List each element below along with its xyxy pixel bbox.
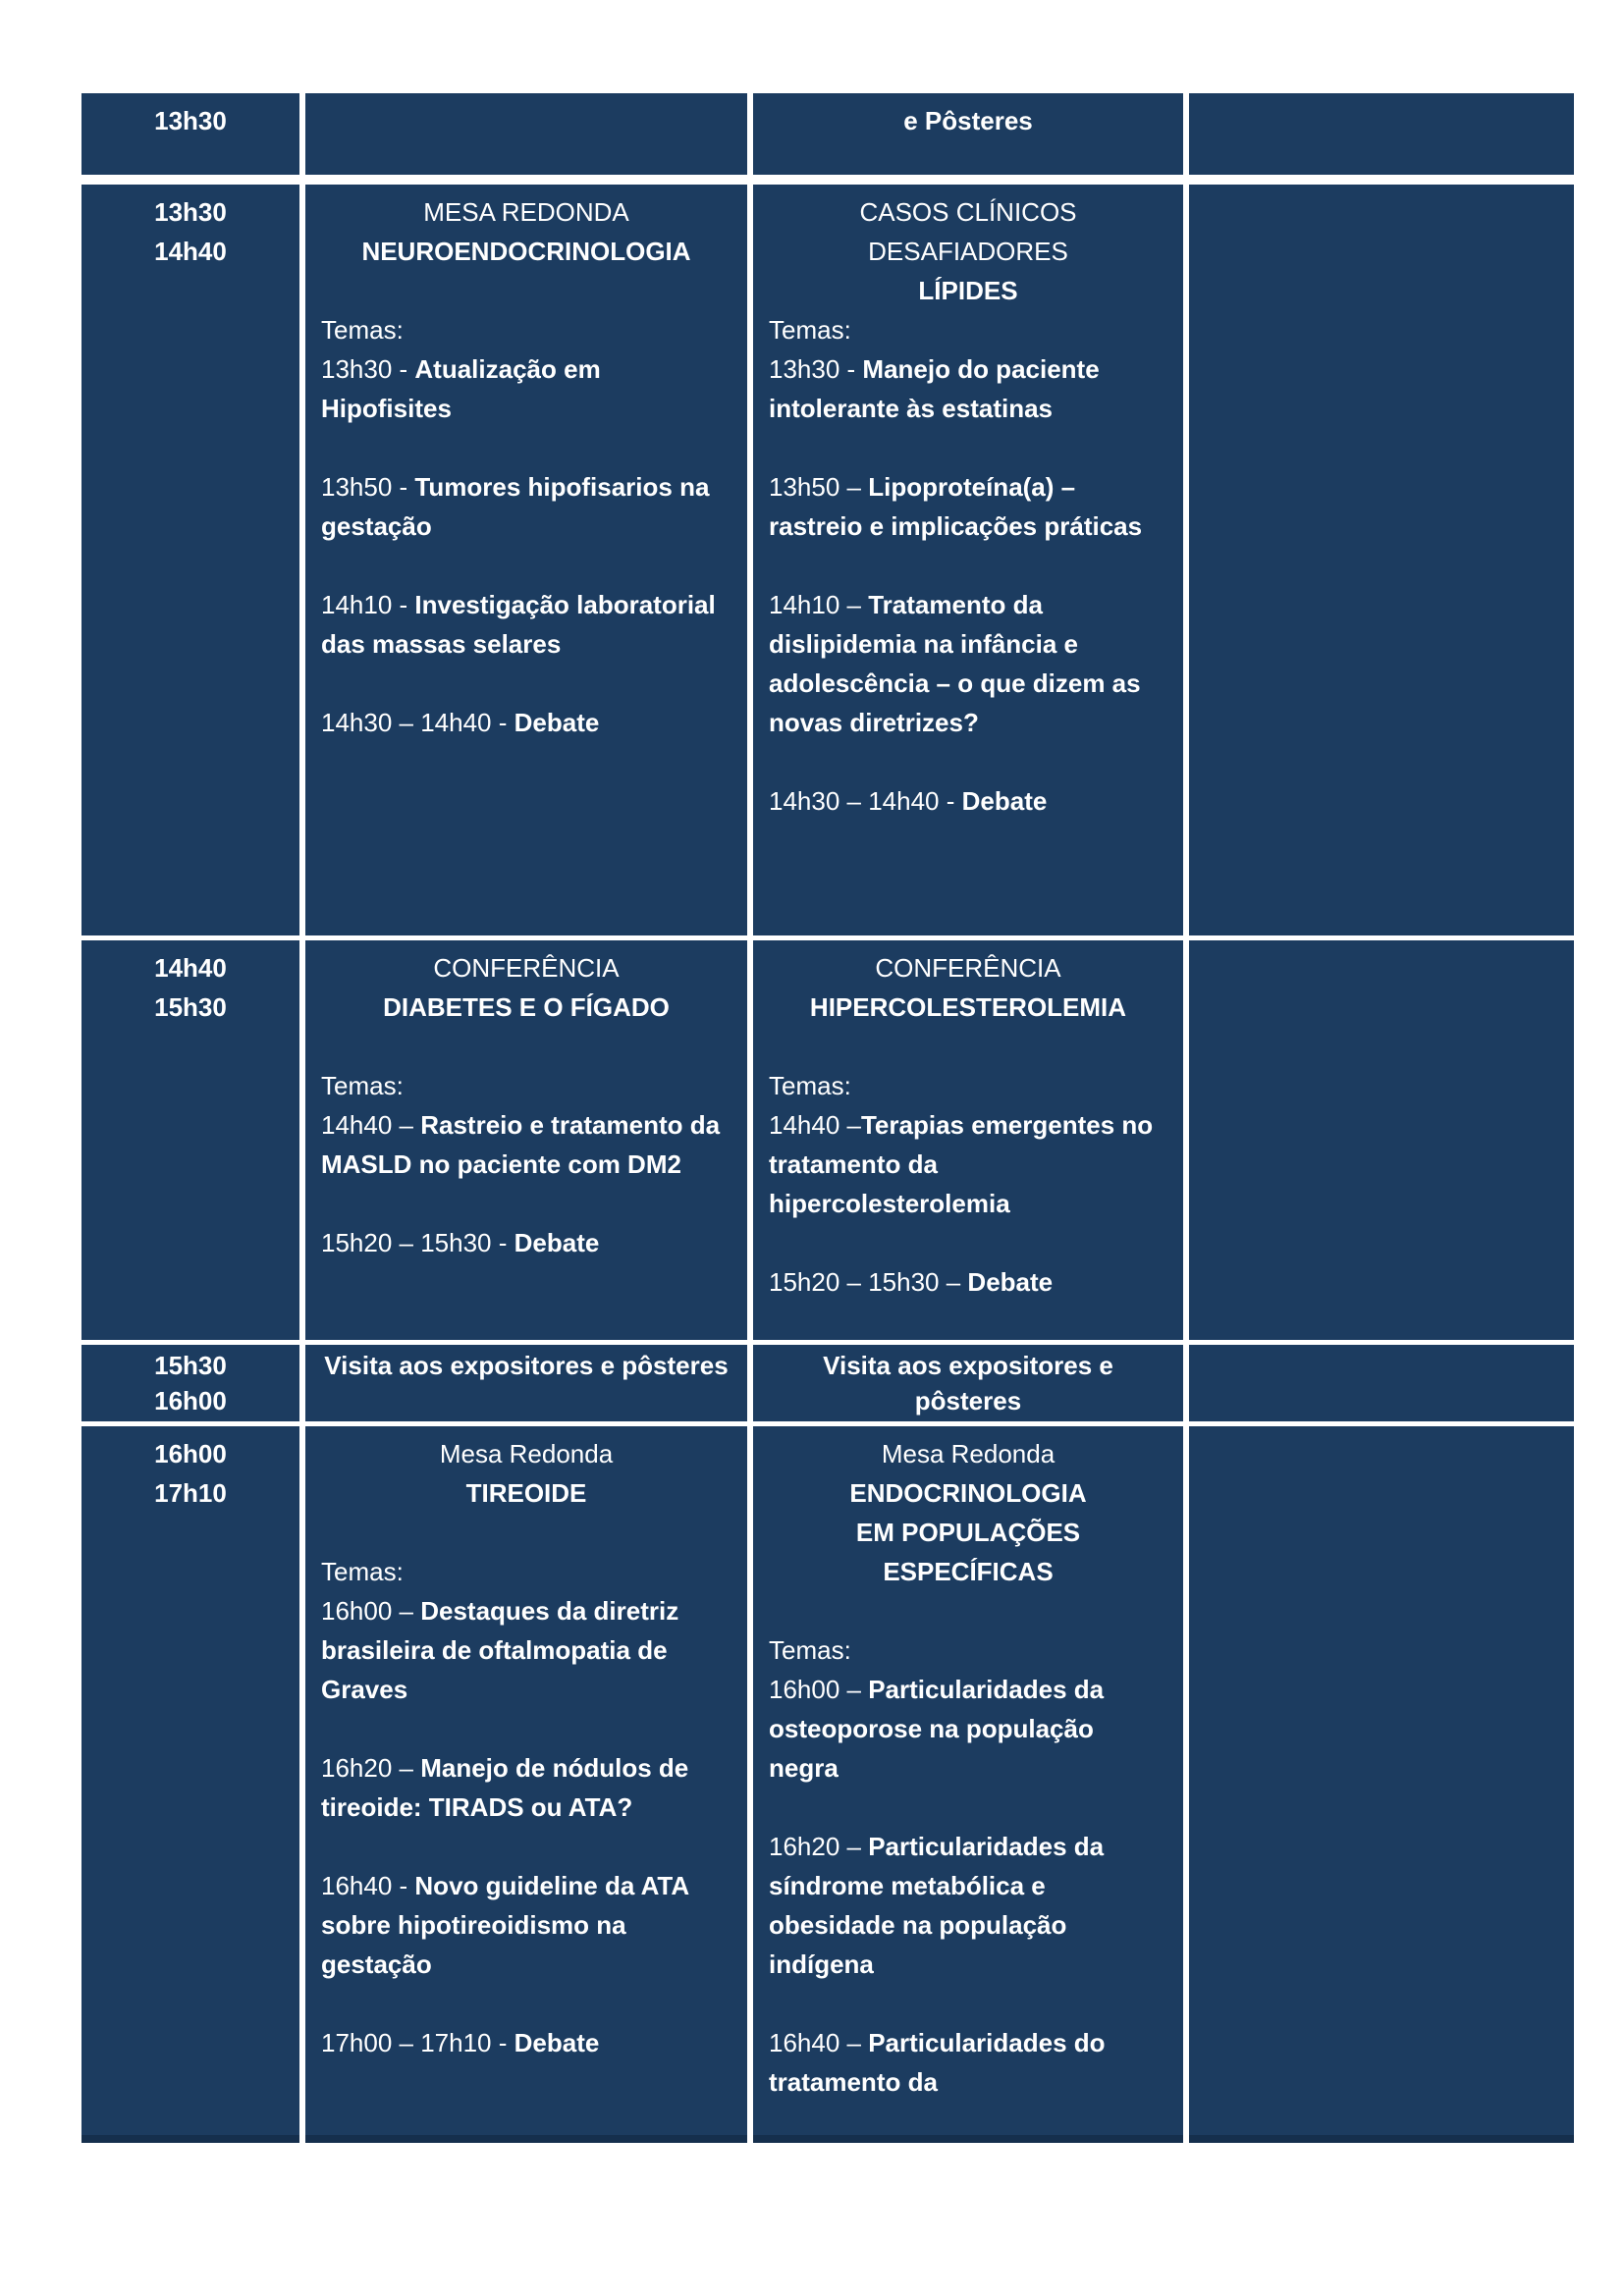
topic-time: 13h30 -: [769, 354, 863, 384]
topic-line: [769, 1105, 1167, 1223]
label-line: Temas:: [321, 1557, 404, 1586]
blank-line: [321, 1827, 731, 1866]
topic-time: 16h20 –: [321, 1753, 421, 1783]
time-cell: [81, 940, 299, 1340]
topic-time: 16h40 -: [321, 1871, 415, 1900]
blank-line: [769, 1984, 1167, 2023]
session-kind-line: Mesa Redonda: [439, 1439, 614, 1468]
empty-cell: [1189, 93, 1574, 175]
label-line: Temas:: [321, 315, 404, 345]
topic-time: 13h50 –: [769, 472, 869, 502]
label-line: Temas:: [769, 1635, 851, 1665]
topic-title: Rastreio e tratamento da MASLD no paciente com DM2: [321, 1110, 721, 1179]
time-line: 17h10: [154, 1478, 227, 1508]
blank-line: [769, 1788, 1167, 1827]
session-title-line: TIREOIDE: [465, 1478, 587, 1508]
time-cell: [81, 185, 299, 935]
session-title-line: ENDOCRINOLOGIA: [849, 1478, 1087, 1508]
session-cell: [305, 940, 747, 1340]
topic-time: 14h40 –: [769, 1110, 861, 1140]
topic-title: Destaques da diretriz brasileira de oftalmopatia de Graves: [321, 1596, 679, 1704]
time-line: 13h30: [154, 197, 227, 227]
topic-time: 13h30 -: [321, 354, 415, 384]
time-line: 13h30: [154, 106, 227, 135]
topic-line: [321, 349, 731, 428]
blank-line: [769, 1223, 1167, 1262]
topic-title: Terapias emergentes no tratamento da hipercolesterolemia: [769, 1110, 1154, 1218]
topic-title: Debate: [961, 786, 1048, 816]
empty-cell: [1189, 1426, 1574, 2143]
blank-line: [321, 546, 731, 585]
session-cell: [753, 185, 1183, 935]
schedule-table: [81, 93, 1574, 2143]
topic-title: Manejo do paciente intolerante às estatinas: [769, 354, 1100, 423]
topic-title: Particularidades da osteoporose na população negra: [769, 1675, 1105, 1783]
topic-line: [321, 703, 731, 742]
time-line: 16h00: [154, 1386, 227, 1415]
topic-time: 14h30 – 14h40 -: [321, 708, 514, 737]
time-line: 16h00: [154, 1439, 227, 1468]
blank-line: [321, 664, 731, 703]
topic-title: Tratamento da dislipidemia na infância e adolescência – o que dizem as novas diretrizes?: [769, 590, 1141, 737]
topic-line: [321, 1591, 731, 1709]
note-line: e Pôsteres: [903, 106, 1033, 135]
session-kind-line: CONFERÊNCIA: [433, 953, 620, 983]
blank-line: [769, 1591, 1167, 1630]
topic-title: Debate: [514, 1228, 600, 1257]
blank-line: [769, 742, 1167, 781]
topic-time: 13h50 -: [321, 472, 415, 502]
time-line: 15h30: [154, 992, 227, 1022]
topic-title: Atualização em Hipofisites: [321, 354, 601, 423]
session-cell: [753, 1426, 1183, 2143]
session-cell: [305, 185, 747, 935]
label-line: Temas:: [321, 1071, 404, 1100]
session-cell: [753, 1345, 1183, 1421]
topic-time: 15h20 – 15h30 -: [321, 1228, 514, 1257]
time-line: 14h40: [154, 953, 227, 983]
topic-title: Particularidades da síndrome metabólica e obesidade na população indígena: [769, 1832, 1105, 1979]
topic-line: [769, 467, 1167, 546]
topic-title: Particularidades do tratamento da: [769, 2028, 1106, 2097]
session-cell: [753, 940, 1183, 1340]
blank-line: [321, 1709, 731, 1748]
blank-line: [769, 428, 1167, 467]
session-title-line: DIABETES E O FÍGADO: [383, 992, 670, 1022]
time-cell: [81, 1345, 299, 1421]
note-line: Visita aos expositores e pôsteres: [823, 1351, 1113, 1415]
note-line: Visita aos expositores e pôsteres: [324, 1351, 729, 1380]
topic-line: [321, 585, 731, 664]
topic-time: 17h00 – 17h10 -: [321, 2028, 514, 2057]
topic-line: [321, 1748, 731, 1827]
empty-cell: [1189, 1345, 1574, 1421]
session-title-line: NEUROENDOCRINOLOGIA: [361, 237, 691, 266]
topic-line: [769, 1262, 1167, 1302]
blank-line: [321, 1184, 731, 1223]
session-kind-line: CONFERÊNCIA: [875, 953, 1061, 983]
topic-line: [769, 349, 1167, 428]
time-cell: [81, 1426, 299, 2143]
row-16h00-17h10: [81, 1426, 1574, 2143]
session-kind-line: MESA REDONDA: [423, 197, 629, 227]
session-cell: [753, 93, 1183, 175]
session-title-line: ESPECÍFICAS: [883, 1557, 1054, 1586]
empty-cell: [1189, 940, 1574, 1340]
row-14h40-15h30: [81, 940, 1574, 1340]
session-cell: [305, 1345, 747, 1421]
topic-title: Novo guideline da ATA sobre hipotireoidismo na gestação: [321, 1871, 689, 1979]
session-title-line: EM POPULAÇÕES: [855, 1518, 1081, 1547]
blank-line: [321, 1027, 731, 1066]
row-15h30-16h00: [81, 1345, 1574, 1421]
time-line: 14h40: [154, 237, 227, 266]
topic-time: 15h20 – 15h30 –: [769, 1267, 968, 1297]
row-previous-continuation: [81, 93, 1574, 175]
blank-line: [321, 1513, 731, 1552]
topic-time: 16h00 –: [321, 1596, 421, 1626]
empty-cell: [1189, 185, 1574, 935]
blank-line: [321, 428, 731, 467]
topic-title: Debate: [514, 2028, 600, 2057]
session-title-line: HIPERCOLESTEROLEMIA: [809, 992, 1127, 1022]
blank-line: [769, 1027, 1167, 1066]
topic-line: [769, 1670, 1167, 1788]
topic-title: Debate: [514, 708, 600, 737]
time-cell: [81, 93, 299, 175]
session-kind-line: Mesa Redonda: [881, 1439, 1056, 1468]
topic-title: Tumores hipofisarios na gestação: [321, 472, 710, 541]
time-line: 15h30: [154, 1351, 227, 1380]
topic-line: [769, 585, 1167, 742]
label-line: Temas:: [769, 1071, 851, 1100]
topic-time: 14h10 -: [321, 590, 415, 619]
topic-time: 16h20 –: [769, 1832, 869, 1861]
topic-time: 16h00 –: [769, 1675, 869, 1704]
row-13h30-14h40: [81, 185, 1574, 935]
topic-line: [769, 781, 1167, 821]
session-kind-line: CASOS CLÍNICOS: [859, 197, 1077, 227]
topic-line: [769, 2023, 1167, 2102]
topic-time: 14h30 – 14h40 -: [769, 786, 962, 816]
empty-cell: [305, 93, 747, 175]
topic-title: Lipoproteína(a) – rastreio e implicações práticas: [769, 472, 1143, 541]
label-line: Temas:: [769, 315, 851, 345]
topic-line: [321, 467, 731, 546]
topic-line: [321, 1105, 731, 1184]
topic-title: Investigação laboratorial das massas selares: [321, 590, 716, 659]
topic-title: Manejo de nódulos de tireoide: TIRADS ou ATA?: [321, 1753, 689, 1822]
topic-title: Debate: [967, 1267, 1054, 1297]
blank-line: [321, 271, 731, 310]
topic-time: 16h40 –: [769, 2028, 869, 2057]
topic-line: [769, 1827, 1167, 1984]
topic-line: [321, 1866, 731, 1984]
session-cell: [305, 1426, 747, 2143]
topic-line: [321, 1223, 731, 1262]
topic-time: 14h40 –: [321, 1110, 421, 1140]
blank-line: [321, 1984, 731, 2023]
topic-time: 14h10 –: [769, 590, 869, 619]
topic-line: [321, 2023, 731, 2062]
blank-line: [769, 546, 1167, 585]
session-kind-line: DESAFIADORES: [868, 237, 1068, 266]
session-title-line: LÍPIDES: [918, 276, 1018, 305]
